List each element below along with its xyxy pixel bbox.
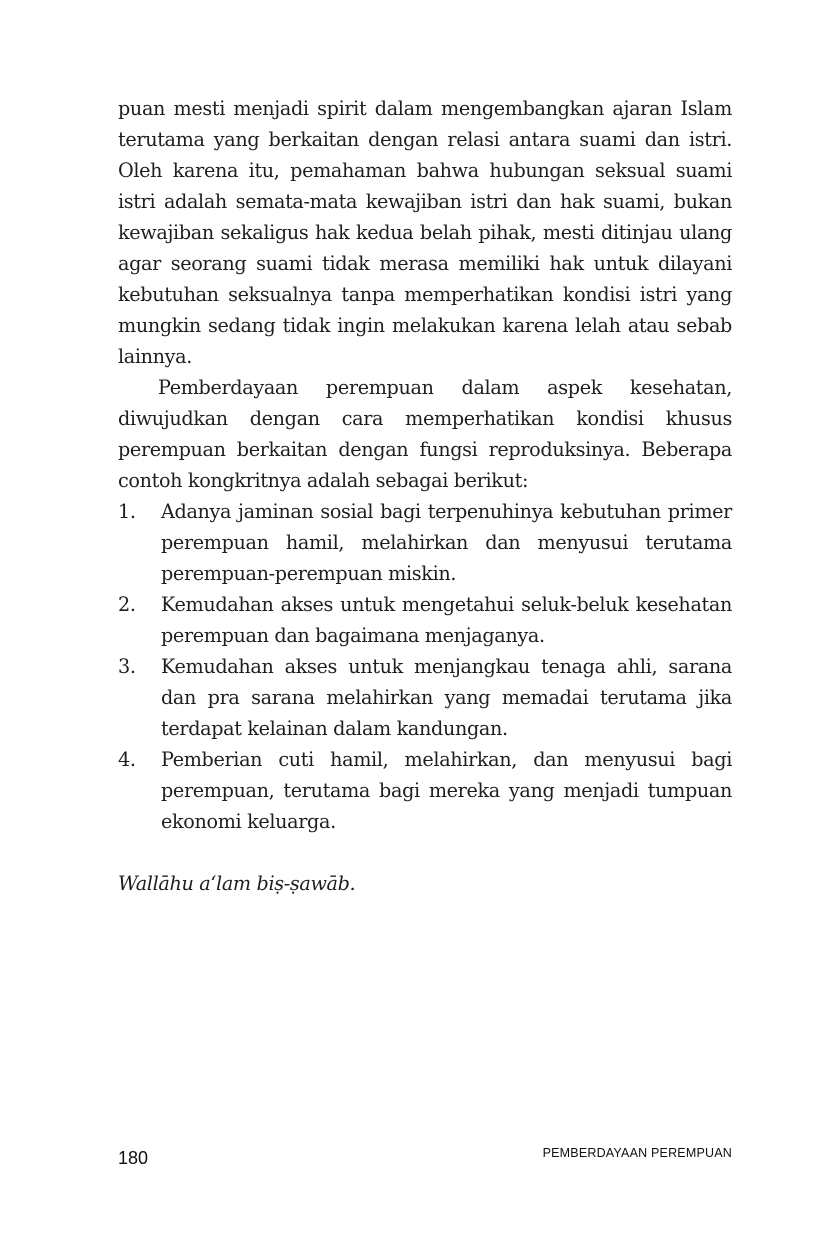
page-number: 180 [118, 1148, 149, 1168]
running-title: PEMBERDAYAAN PEREMPUAN [542, 1146, 732, 1160]
closing-phrase: Wallāhu a‘lam biṣ-ṣawāb. [118, 872, 356, 895]
list-item [118, 496, 732, 589]
list-item-number: 2. [118, 593, 136, 616]
body-text [118, 93, 732, 837]
list-item-text: Kemudahan akses untuk menjangkau tenaga ahli, sarana dan pra sarana melahirkan yang memadai terutama jika terdapat kelainan dalam kandungan. [161, 655, 732, 740]
list-item [118, 651, 732, 744]
numbered-list [118, 496, 732, 837]
list-item [118, 589, 732, 651]
list-item-number: 1. [118, 500, 136, 523]
list-item-text: Pemberian cuti hamil, melahirkan, dan menyusui bagi perempuan, terutama bagi mereka yang menjadi tumpuan ekonomi keluarga. [161, 748, 732, 833]
list-item [118, 744, 732, 837]
list-item-number: 4. [118, 748, 136, 771]
list-item-text: Kemudahan akses untuk mengetahui seluk-beluk kesehatan perempuan dan bagaimana menjaganya. [161, 593, 732, 647]
paragraph-health-empowerment: Pemberdayaan perempuan dalam aspek kesehatan, diwujudkan dengan cara memperhatikan kondisi khusus perempuan berkaitan dengan fungsi reproduksinya. Beberapa contoh kongkritnya adalah sebagai berikut: [118, 376, 732, 492]
list-item-text: Adanya jaminan sosial bagi terpenuhinya kebutuhan primer perempuan hamil, melahirkan dan menyusui terutama perempuan-perempuan miskin. [161, 500, 732, 585]
list-item-number: 3. [118, 655, 136, 678]
paragraph-continued: puan mesti menjadi spirit dalam mengembangkan ajaran Islam terutama yang berkaitan dengan relasi antara suami dan istri. Oleh karena itu, pemahaman bahwa hubungan seksual suami istri adalah semata-mata kewajiban istri dan hak suami, bukan kewajiban sekaligus hak kedua belah pihak, mesti ditinjau ulang agar seorang suami tidak merasa memiliki hak untuk dilayani kebutuhan seksualnya tanpa memperhatikan kondisi istri yang mungkin sedang tidak ingin melakukan karena lelah atau sebab lainnya. [118, 97, 732, 368]
